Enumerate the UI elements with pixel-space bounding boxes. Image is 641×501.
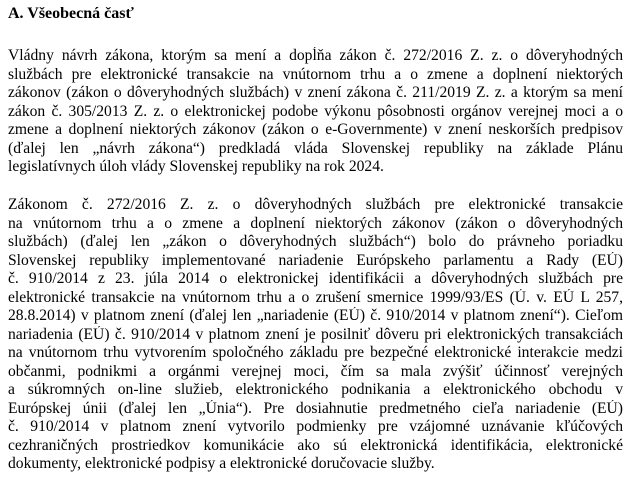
text-line: dokumenty, elektronické podpisy a elektronické doručovacie služby. <box>8 455 435 472</box>
text-line: službách) (ďalej len „zákon o dôveryhodných službách“) bolo do právneho poriadku <box>8 233 623 250</box>
paragraph-regulation <box>8 196 623 474</box>
text-line: službách pre elektronické transakcie na vnútornom trhu a o zmene a doplnení niektorých <box>8 65 623 83</box>
text-line: č. 910/2014 v platnom znení vytvorilo podmienky pre vzájomné uznávanie kľúčových <box>8 418 623 435</box>
text-line: elektronické transakcie na vnútornom trhu a o zrušení smernice 1999/93/ES (Ú. v. EÚ L 257, <box>8 288 623 306</box>
text-line: (ďalej len „návrh zákona“) predkladá vláda Slovenskej republiky na základe Plánu <box>8 139 623 157</box>
text-line: č. 910/2014 z 23. júla 2014 o elektronickej identifikácii a dôveryhodných službách pre <box>8 270 623 287</box>
text-line: na vnútornom trhu a o zmene a doplnení niektorých zákonov (zákon o dôveryhodných <box>8 214 623 232</box>
text-line: a súkromných on-line služieb, elektronického podnikania a elektronického obchodu v <box>8 381 623 398</box>
text-line: na vnútornom trhu vytvorením spoločného základu pre bezpečné elektronické interakcie medzi <box>8 344 623 361</box>
text-line: zákonov (zákon o dôveryhodných službách) v znení zákona č. 211/2019 Z. z. a ktorým sa mení <box>8 84 623 101</box>
text-line: Zákonom č. 272/2016 Z. z. o dôveryhodných službách pre elektronické transakcie <box>8 196 623 213</box>
text-line: zákon č. 305/2013 Z. z. o elektronickej podobe výkonu pôsobnosti orgánov verejnej moci a o <box>8 102 623 120</box>
text-line: Vládny návrh zákona, ktorým sa mení a dopĺňa zákon č. 272/2016 Z. z. o dôveryhodných <box>8 47 623 64</box>
text-line: cezhraničných prostriedkov komunikácie ako sú elektronická identifikácia, elektronické <box>8 436 623 454</box>
text-line: občanmi, podnikmi a orgánmi verejnej moci, čím sa mala zvýšiť účinnosť verejných <box>8 362 623 380</box>
text-line: 28.8.2014) v platnom znení (ďalej len „nariadenie (EÚ) č. 910/2014 v platnom znení“). Cieľom <box>8 307 623 324</box>
text-line: nariadenia (EÚ) č. 910/2014 v platnom znení je posilniť dôveru pri elektronických transakciách <box>8 325 623 343</box>
text-line: Slovenskej republiky implementované nariadenie Európskeho parlamentu a Rady (EÚ) <box>8 251 623 269</box>
paragraph-intro <box>8 47 623 177</box>
section-heading: A. Všeobecná časť <box>8 5 134 22</box>
text-line: zmene a doplnení niektorých zákonov (zákon o e-Governmente) v znení neskorších predpisov <box>8 121 623 138</box>
text-line: legislatívnych úloh vlády Slovenskej republiky na rok 2024. <box>8 158 384 175</box>
text-line: Európskej únii (ďalej len „Únia“). Pre dosiahnutie predmetného cieľa nariadenie (EÚ) <box>8 399 623 417</box>
